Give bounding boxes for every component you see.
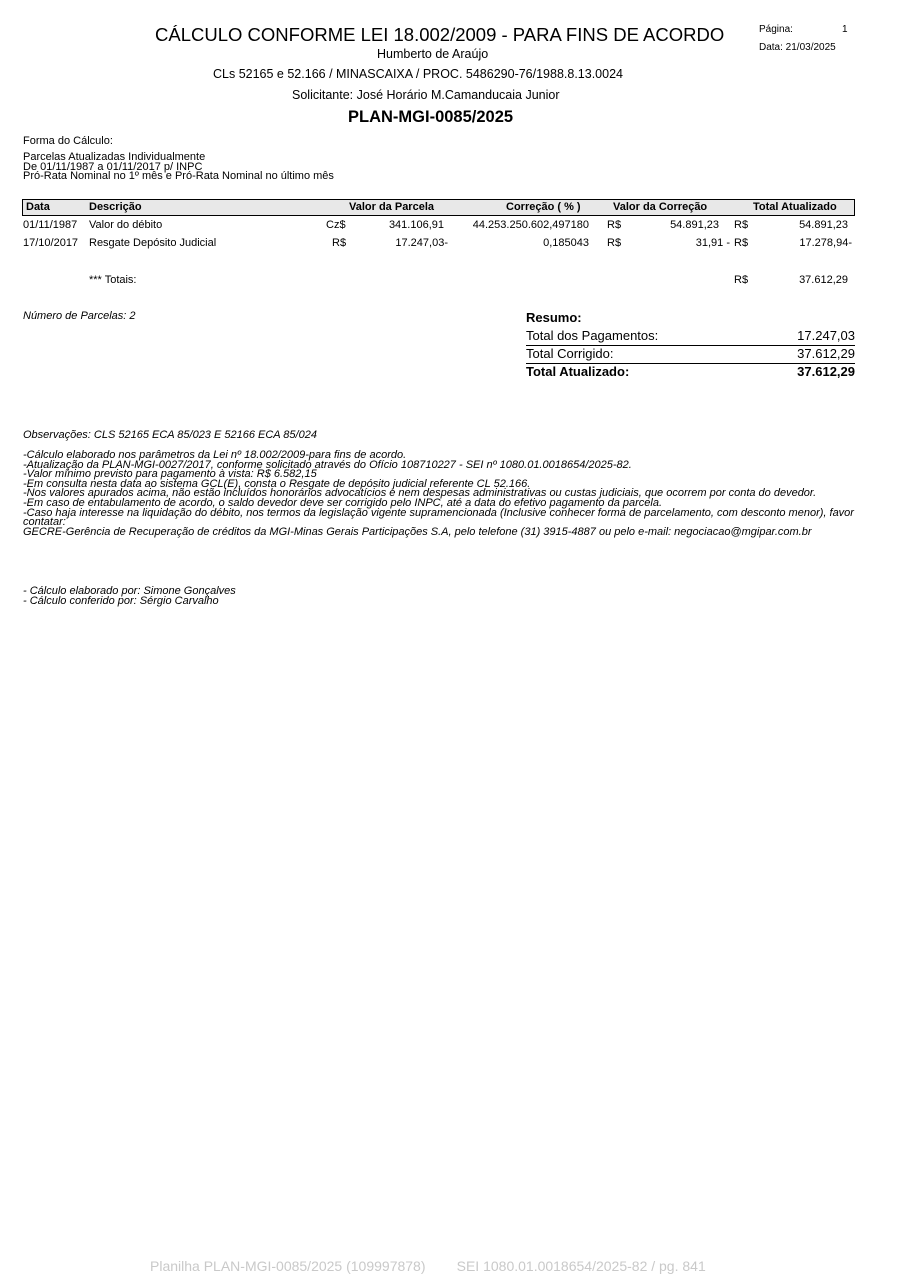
calc-form-label: Forma do Cálculo:	[23, 135, 113, 147]
signature-line: - Cálculo conferido por: Sérgio Carvalho	[23, 594, 219, 607]
row-currency: Cz$	[326, 219, 346, 231]
note-line: -Nos valores apurados acima, não estão incluídos honorários advocatícios e nem despesas administrativas ou custas judiciais, que ocorrem por conta do devedor.	[23, 487, 817, 500]
row-currency: R$	[734, 237, 749, 249]
row-currency: R$	[607, 237, 622, 249]
document-title: CÁLCULO CONFORME LEI 18.002/2009 - PARA FINS DE ACORDO	[155, 24, 725, 45]
summary-corrected-label: Total Corrigido:	[526, 346, 614, 361]
col-header-correction-value: Valor da Correção	[613, 201, 708, 213]
row-value: 341.106,91	[388, 219, 444, 231]
summary-updated-label: Total Atualizado:	[526, 364, 630, 379]
totals-value: 37.612,29	[799, 274, 848, 286]
note-line: -Em consulta nesta data ao sistema GCL(E), consta o Resgate de depósito judicial referente CL 52.166.	[23, 477, 531, 490]
col-header-installment-value: Valor da Parcela	[349, 201, 434, 213]
calc-form-lines	[23, 153, 334, 182]
row-correction-pct: 44.253.250.602,497180	[472, 219, 589, 231]
col-header-description: Descrição	[89, 201, 142, 213]
calc-form-line: De 01/11/1987 a 01/11/2017 p/ INPC	[23, 160, 203, 173]
row-date: 01/11/1987	[23, 219, 78, 231]
summary-payments-row	[526, 328, 855, 346]
calc-form-line: Pró-Rata Nominal no 1º mês e Pró-Rata Nominal no último mês	[23, 170, 334, 182]
notes-block	[23, 451, 858, 537]
installments-count: Número de Parcelas: 2	[23, 310, 136, 322]
plan-code: PLAN-MGI-0085/2025	[348, 108, 514, 126]
row-correction-value: 54.891,23	[670, 219, 719, 231]
row-date: 17/10/2017	[23, 237, 79, 249]
summary-corrected-value: 37.612,29	[797, 346, 855, 361]
note-line: -Atualização da PLAN-MGI-0027/2017, conforme solicitado através do Ofício 108710227 - SEI nº 1080.01.0018654/2025-82.	[23, 458, 632, 471]
totals-label: *** Totais:	[89, 274, 137, 286]
document-date: Data: 21/03/2025	[759, 42, 836, 53]
col-header-date: Data	[26, 201, 50, 213]
page-footer: Planilha PLAN-MGI-0085/2025 (109997878) SEI 1080.01.0018654/2025-82 / pg. 841	[150, 1258, 706, 1274]
signatures	[23, 587, 236, 606]
page-number: 1	[842, 24, 848, 35]
col-header-correction-pct: Correção ( % )	[506, 201, 581, 213]
process-reference: CLs 52165 e 52.166 / MINASCAIXA / PROC. 5486290-76/1988.8.13.0024	[213, 67, 623, 81]
summary-title: Resumo:	[526, 310, 582, 325]
observations: Observações: CLS 52165 ECA 85/023 E 52166 ECA 85/024	[23, 429, 317, 441]
row-currency: R$	[332, 237, 347, 249]
summary-updated-value: 37.612,29	[797, 364, 855, 379]
summary-corrected-row	[526, 346, 855, 364]
row-currency: R$	[607, 219, 622, 231]
summary-payments-label: Total dos Pagamentos:	[526, 328, 659, 343]
row-currency: R$	[734, 219, 749, 231]
page-label: Página:	[759, 24, 793, 35]
note-line: -Em caso de entabulamento de acordo, o saldo devedor deve ser corrigido pelo INPC, até a data do efetivo pagamento da parcela.	[23, 496, 663, 509]
note-line: -Valor mínimo previsto para pagamento à vista: R$ 6.582,15	[23, 468, 317, 481]
row-value: 17.247,03-	[395, 237, 448, 249]
note-line: -Caso haja interesse na liquidação do débito, nos termos da legislação vigente supramencionada (Inclusive conhecer forma de parcelamento, com desconto menor), favor contatar:	[23, 506, 854, 529]
row-correction-value: 31,91 -	[695, 237, 730, 249]
note-line: GECRE-Gerência de Recuperação de créditos da MGI-Minas Gerais Participações S.A, pelo telefone (31) 3915-4887 ou pelo e-mail: negociacao@mgipar.com.br	[23, 525, 812, 538]
signature-line: - Cálculo elaborado por: Simone Gonçalves	[23, 585, 236, 597]
row-correction-pct: 0,185043	[543, 237, 589, 249]
row-description: Valor do débito	[89, 219, 163, 231]
summary-updated-row	[526, 364, 855, 382]
table-header-bar	[22, 199, 855, 216]
row-description: Resgate Depósito Judicial	[89, 237, 217, 249]
row-total: 54.891,23	[799, 219, 848, 231]
requester: Solicitante: José Horário M.Camanducaia Junior	[292, 88, 560, 102]
note-line: -Cálculo elaborado nos parâmetros da Lei nº 18.002/2009-para fins de acordo.	[23, 449, 407, 461]
summary-payments-value: 17.247,03	[797, 328, 855, 343]
calc-form-line: Parcelas Atualizadas Individualmente	[23, 151, 206, 163]
col-header-total-updated: Total Atualizado	[753, 201, 837, 213]
totals-currency: R$	[734, 274, 749, 286]
row-total: 17.278,94-	[799, 237, 852, 249]
debtor-name: Humberto de Araújo	[377, 47, 489, 61]
